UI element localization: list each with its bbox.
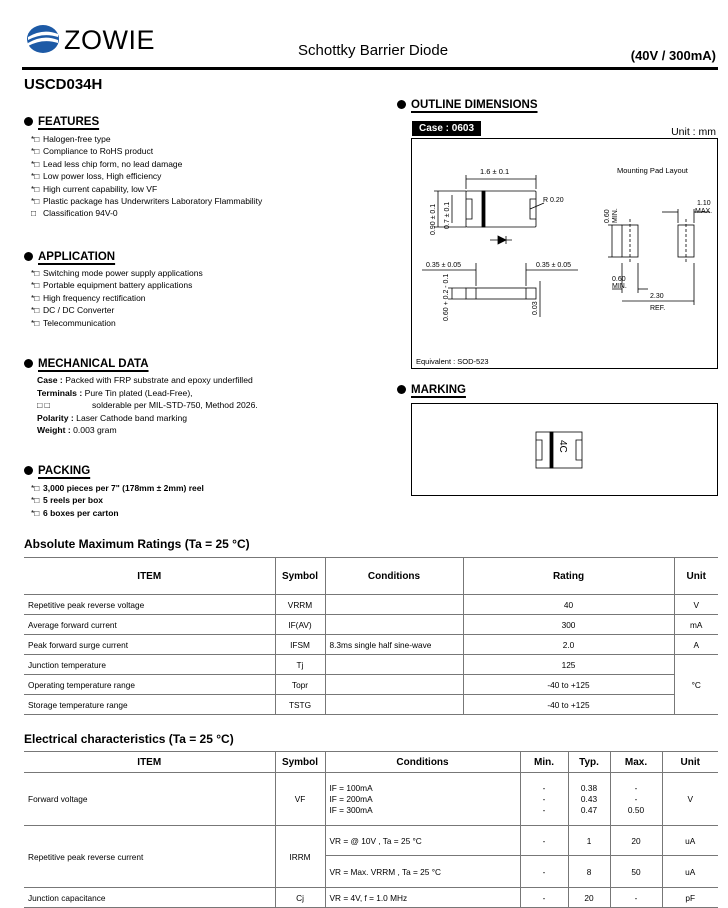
list-item: *□ High frequency rectification <box>31 292 146 303</box>
table-row: Repetitive peak reverse voltage VRRM 40 V <box>24 595 718 615</box>
dim-length-label: 1.6 ± 0.1 <box>480 167 510 176</box>
list-item: *□ 5 reels per box <box>31 495 104 506</box>
outline-drawing <box>411 138 718 369</box>
dim-thickness-label: 0.60 + 0.2 - 0.1 <box>443 273 450 321</box>
list-item: *□ Plastic package has Underwriters Laboratory Flammability <box>31 196 263 207</box>
electrical-table <box>24 751 718 908</box>
mounting-pad-layout-label: Mounting Pad Layout <box>617 166 688 175</box>
header-rule <box>22 67 718 70</box>
table-row: Forward voltage VF IF = 100mA IF = 200mA IF = 300mA - - - 0.38 0.43 0.47 - - 0.50 V <box>24 773 718 826</box>
list-item: *□ Switching mode power supply applications <box>31 268 203 278</box>
marking-code: 4C <box>557 440 568 453</box>
bullet-dot-icon <box>397 385 406 394</box>
table-row: Peak forward surge current IFSM 8.3ms single half sine-wave 2.0 A <box>24 635 718 655</box>
temperature-unit: °C <box>674 655 718 715</box>
table-row: Junction capacitance Cj VR = 4V, f = 1.0 MHz - 20 - pF <box>24 888 718 908</box>
list-item: *□ Halogen-free type <box>31 134 111 144</box>
features-heading: FEATURES <box>24 116 99 128</box>
pad-gap-label: 0.60 <box>612 276 626 283</box>
list-item: *□ DC / DC Converter <box>31 305 115 316</box>
dim-height-outer-label: 0.90 ± 0.1 <box>430 203 437 235</box>
bullet-dot-icon <box>24 466 33 475</box>
outline-diagram <box>412 139 717 368</box>
dim-radius-label: R 0.20 <box>543 197 564 204</box>
mechanical-data: Case : Packed with FRP substrate and epoxy underfilled Terminals : Pure Tin plated (Lead-Free), □ □ solderable per MIL-STD-750, Method 2026. Polarity : Laser Cathode band marking Weight : 0.003 gram <box>37 375 258 436</box>
list-item: *□ Compliance to RoHS product <box>31 146 154 157</box>
table-row: Storage temperature range TSTG -40 to +125 <box>24 695 718 715</box>
dim-height-inner-label: 0.7 ± 0.1 <box>444 201 451 229</box>
application-heading: APPLICATION <box>24 251 115 263</box>
equivalent-package-label: Equivalent : SOD-523 <box>416 357 489 366</box>
features-list <box>31 133 262 220</box>
bullet-dot-icon <box>24 252 33 261</box>
pad-min-label: 0.60 <box>604 209 611 223</box>
table-header-row: ITEM Symbol Conditions Min. Typ. Max. Unit <box>24 752 718 773</box>
outline-heading: OUTLINE DIMENSIONS <box>397 99 538 111</box>
table-row: Repetitive peak reverse current IRRM VR = @ 10V , Ta = 25 °C - 1 20 uA <box>24 826 718 856</box>
table-row: Operating temperature range Topr -40 to +125 <box>24 675 718 695</box>
list-item: *□ Lead less chip form, no lead damage <box>31 158 183 169</box>
rating-tag: (40V / 300mA) <box>630 48 716 63</box>
logo-text: ZOWIE <box>64 25 155 55</box>
marking-diagram <box>412 404 717 495</box>
dim-gap-label: 0.03 <box>532 301 539 315</box>
zowie-logo-icon <box>26 24 60 54</box>
document-title: Schottky Barrier Diode <box>298 42 449 59</box>
list-item: □ Classification 94V-0 <box>31 208 118 219</box>
list-item: *□ Telecommunication <box>31 317 116 328</box>
table-row: Average forward current IF(AV) 300 mA <box>24 615 718 635</box>
abs-max-table <box>24 557 718 715</box>
table-row: Junction temperature Tj 125 °C <box>24 655 718 675</box>
bullet-dot-icon <box>24 359 33 368</box>
dim-terminal-right-label: 0.35 ± 0.05 <box>536 262 571 269</box>
dim-terminal-left-label: 0.35 ± 0.05 <box>426 262 461 269</box>
list-item: *□ 3,000 pieces per 7" (178mm ± 2mm) reel <box>31 483 204 493</box>
unit-label: Unit : mm <box>671 126 716 138</box>
table-row: VR = Max. VRRM , Ta = 25 °C - 8 50 uA <box>24 856 718 888</box>
bullet-dot-icon <box>24 117 33 126</box>
part-number: USCD034H <box>24 76 103 93</box>
pad-max-label: 1.10 <box>697 200 711 207</box>
packing-list <box>31 482 204 519</box>
list-item: *□ High current capability, low VF <box>31 183 158 194</box>
list-item: *□ Low power loss, High efficiency <box>31 171 162 182</box>
marking-heading: MARKING <box>397 384 466 396</box>
pad-gap-unit: MIN. <box>612 283 627 290</box>
list-item: *□ Portable equipment battery applications <box>31 280 193 291</box>
pad-ref-label: 2.30 <box>650 293 664 300</box>
case-label: Case : 0603 <box>412 121 481 136</box>
abs-max-title: Absolute Maximum Ratings (Ta = 25 °C) <box>24 537 250 551</box>
pad-max-unit: MAX. <box>695 208 713 215</box>
electrical-title: Electrical characteristics (Ta = 25 °C) <box>24 732 234 746</box>
pad-ref-unit: REF. <box>650 305 666 312</box>
table-header-row: ITEM Symbol Conditions Rating Unit <box>24 558 718 595</box>
packing-heading: PACKING <box>24 465 90 477</box>
application-list <box>31 267 203 329</box>
bullet-dot-icon <box>397 100 406 109</box>
marking-drawing <box>411 403 718 496</box>
mechanical-heading: MECHANICAL DATA <box>24 358 149 370</box>
list-item: *□ 6 boxes per carton <box>31 507 119 518</box>
pad-min-unit: MIN. <box>612 208 619 223</box>
